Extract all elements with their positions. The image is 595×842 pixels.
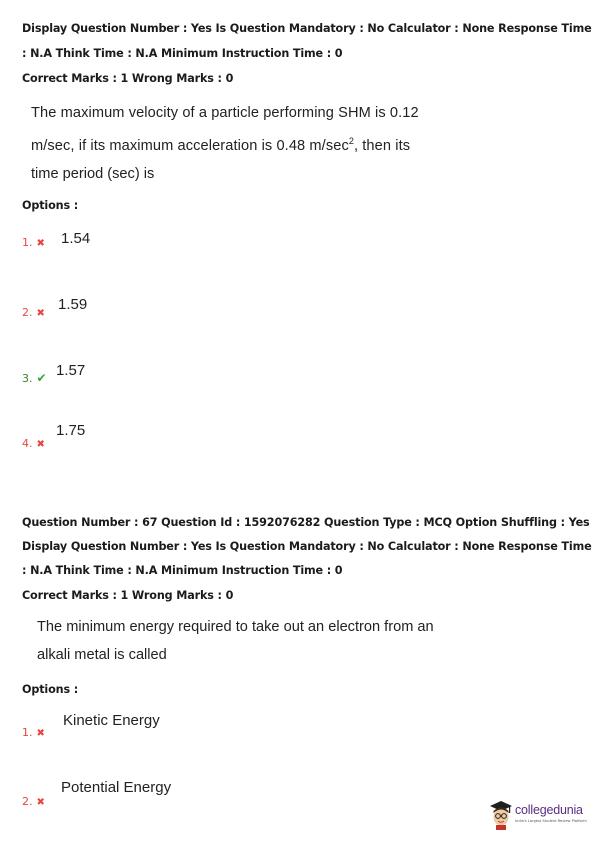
q1-option-3[interactable]: 1.57	[56, 362, 86, 379]
q1-option-2-number	[22, 306, 45, 319]
q1-meta-line-3: Correct Marks : 1 Wrong Marks : 0	[22, 72, 234, 85]
graduate-mascot-icon	[489, 800, 513, 830]
q2-meta-line-1: Question Number : 67 Question Id : 1592076282 Question Type : MCQ Option Shuffling : Yes	[22, 516, 590, 529]
cross-icon: ✖	[36, 439, 45, 450]
q2-text-line-2: alkali metal is called	[37, 647, 167, 663]
q1-option-1-num-label: 1.	[22, 236, 33, 249]
q1-text-line-2-a: m/sec, if its maximum acceleration is 0.48 m/sec	[31, 137, 349, 154]
logo-tagline: India's Largest Student Review Platform	[515, 819, 587, 823]
q1-text-line-2-b: , then its	[353, 137, 411, 154]
check-icon: ✔	[36, 371, 47, 385]
q1-meta-line-1: Display Question Number : Yes Is Question Mandatory : No Calculator : None Response Time	[22, 22, 592, 35]
q1-option-3-number	[22, 371, 47, 385]
cross-icon: ✖	[36, 238, 45, 249]
collegedunia-logo	[489, 800, 589, 834]
cross-icon: ✖	[36, 797, 45, 808]
q1-options-label: Options :	[22, 199, 79, 212]
q1-option-4-number	[22, 437, 45, 450]
q1-option-1-number	[22, 236, 45, 249]
q1-option-4-num-label: 4.	[22, 437, 33, 450]
q1-text-line-2	[31, 127, 451, 160]
logo-wordmark: collegedunia	[515, 803, 583, 817]
q1-text-line-3: time period (sec) is	[31, 165, 155, 182]
q1-option-4[interactable]: 1.75	[56, 422, 86, 439]
q2-option-2[interactable]: Potential Energy	[61, 779, 172, 796]
q2-option-2-number	[22, 795, 45, 808]
q1-text-line-1: The maximum velocity of a particle performing SHM is 0.12	[31, 105, 419, 121]
q1-option-2-num-label: 2.	[22, 306, 33, 319]
q1-meta-line-2: : N.A Think Time : N.A Minimum Instruction Time : 0	[22, 47, 343, 60]
q1-option-1[interactable]: 1.54	[61, 230, 91, 247]
q2-text-line-1: The minimum energy required to take out an electron from an	[37, 619, 434, 635]
q2-question-text	[37, 613, 467, 669]
q2-option-1-number	[22, 726, 45, 739]
q2-option-2-num-label: 2.	[22, 795, 33, 808]
q2-meta-line-2: Display Question Number : Yes Is Question Mandatory : No Calculator : None Response Time	[22, 540, 592, 553]
q1-option-3-num-label: 3.	[22, 372, 33, 385]
q1-option-2[interactable]: 1.59	[58, 296, 88, 313]
cross-icon: ✖	[36, 728, 45, 739]
q1-superscript: 2	[348, 136, 354, 146]
cross-icon: ✖	[36, 308, 45, 319]
q2-meta-line-3: : N.A Think Time : N.A Minimum Instruction Time : 0	[22, 564, 343, 577]
q2-meta-line-4: Correct Marks : 1 Wrong Marks : 0	[22, 589, 234, 602]
q1-question-text	[31, 99, 451, 188]
q2-option-1-num-label: 1.	[22, 726, 33, 739]
q2-option-1[interactable]: Kinetic Energy	[63, 712, 160, 729]
q2-options-label: Options :	[22, 683, 79, 696]
